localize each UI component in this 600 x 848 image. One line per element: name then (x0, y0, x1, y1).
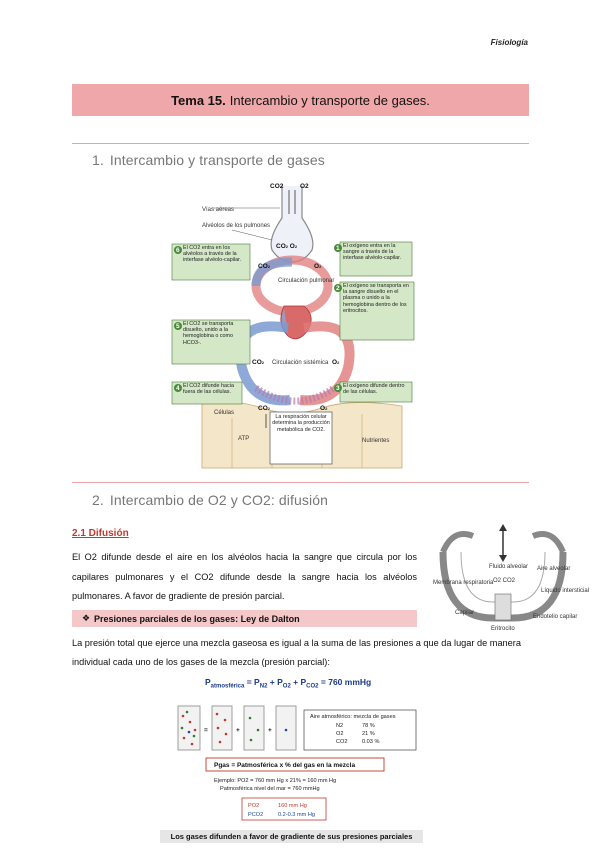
note-4: 4 El CO2 difunde hacia fuera de las células. (172, 382, 242, 404)
o2-pulmonary: O2 (314, 263, 322, 270)
header-subject-tag: Fisiología (490, 38, 528, 47)
section-title-text-2: Intercambio de O2 y CO2: difusión (109, 492, 328, 508)
gas-exchange-diagram (172, 178, 444, 468)
svg-text:0.03 %: 0.03 % (362, 739, 380, 745)
note-6: 6 El CO2 entra en los alvéolos a través de la interfase alvéolo-capilar. (172, 244, 250, 280)
alveolus-diagram (433, 522, 590, 634)
paragraph-dalton: La presión total que ejerce una mezcla gaseosa es igual a la suma de las presiones a que da lugar de manera individual cada uno de los gases de la mezcla (presión parcial): (72, 638, 521, 667)
gas-jar-o2-icon (244, 706, 264, 750)
svg-text:CO2: CO2 (336, 739, 348, 745)
alveoli-label: Alvéolos de los pulmones (202, 223, 271, 229)
membrane-label: Membrana respiratoria (433, 580, 494, 586)
gas-jar-n2-icon (212, 706, 232, 750)
paragraph-diffusion: El O2 difunde desde el aire en los alvéolos hacia la sangre que circula por los capilares pulmonares y el CO2 difunde desde la sangre hacia los alvéolos pulmonares. A favor de gradiente de presión parcial. (72, 552, 417, 601)
pco2-value: 0.2-0.3 mm Hg (278, 812, 315, 818)
section-title-2 (92, 492, 328, 508)
note-2: 2 El oxígeno se transporta en la sangre disuelto en el plasma o unido a la hemoglobina dentro de los eritrocitos. (334, 282, 414, 340)
example-line-1: Ejemplo: PO2 = 760 mm Hg x 21% = 160 mm Hg (214, 778, 337, 784)
atp-label: ATP (238, 436, 250, 442)
svg-text:N2: N2 (336, 723, 344, 729)
erythrocyte-label: Eritrocito (491, 626, 515, 632)
title-prefix: Tema 15. (171, 92, 226, 108)
diamond-bullet-icon: ❖ (82, 613, 91, 623)
dalton-law-text: Presiones parciales de los gases: Ley de Dalton (94, 613, 300, 624)
svg-text:Aire atmosférico: mezcla de ga: Aire atmosférico: mezcla de gases (310, 714, 396, 720)
section-number-2: 2. (92, 492, 104, 508)
airways-label: Vías aéreas (202, 207, 235, 213)
svg-text:4: 4 (176, 385, 180, 392)
note-5: 5 El CO2 se transporta disuelto, unido a la hemoglobina o como HCO3-. (172, 320, 250, 364)
o2-cells: O2 (320, 405, 328, 412)
svg-text:3: 3 (336, 385, 340, 392)
interstitial-label: Líquido intersticial (541, 588, 590, 594)
po2-label: PO2 (248, 803, 260, 809)
nutrients-label: Nutrientes (362, 438, 390, 444)
svg-text:2: 2 (336, 285, 340, 292)
co2-cells: CO2 (258, 405, 270, 412)
atmospheric-gas-table (304, 710, 416, 750)
pulmonary-circ-label: Circulación pulmonar (278, 278, 335, 284)
endothelium-label: Endotelio capilar (533, 614, 578, 620)
section-rule-2 (72, 482, 529, 483)
title-text: Intercambio y transporte de gases. (229, 92, 430, 108)
svg-text:6: 6 (176, 247, 180, 254)
svg-text:5: 5 (176, 323, 180, 330)
note-1: 1 El oxígeno entra en la sangre a través de la interfase alvéolo-capilar. (334, 242, 412, 276)
figure-caption: Los gases difunden a favor de gradiente de sus presiones parciales (160, 830, 423, 843)
alveolar-air-label: Aire alveolar (537, 566, 571, 572)
systemic-circ-label: Circulación sistémica (272, 360, 329, 366)
co2-top-label: CO2 (270, 183, 284, 190)
svg-text:1: 1 (336, 245, 340, 252)
co2-systemic: CO2 (252, 359, 264, 366)
o2-co2-label: O2 CO2 (493, 578, 516, 584)
page-title (72, 84, 529, 116)
note-3: 3 El oxígeno difunde dentro de las células. (334, 382, 412, 402)
o2-top-label: O2 (300, 183, 309, 190)
alveolar-fluid-label: Fluido alveolar (489, 564, 529, 570)
svg-text:78 %: 78 % (362, 723, 375, 729)
svg-text:21 %: 21 % (362, 731, 375, 737)
section-number-1: 1. (92, 152, 104, 168)
section-rule-1 (72, 143, 529, 144)
pco2-label: PCO2 (248, 812, 264, 818)
co2-alveoli: CO2 O2 (276, 243, 298, 250)
o2-systemic: O2 (332, 359, 340, 366)
section-title-1 (92, 152, 325, 168)
gas-jar-mix-icon (178, 706, 200, 750)
svg-text:=: = (204, 727, 208, 734)
dalton-formula: $P_{atmosférica} = P_{N2} + P_{O2} + P_{CO2} = 760$ mmHg (205, 677, 372, 690)
gas-jar-co2-icon (276, 706, 296, 750)
svg-text:+: + (236, 727, 240, 734)
cells-label: Células (214, 410, 235, 416)
subsection-title: 2.1 Difusión (72, 528, 129, 539)
dalton-law-bullet (72, 610, 417, 627)
svg-text:O2: O2 (336, 731, 344, 737)
example-line-2: Patmosférica nivel del mar = 760 mmHg (220, 786, 320, 792)
co2-pulmonary: CO2 (258, 263, 270, 270)
partial-pressure-figure (170, 696, 430, 826)
capillary-label: Capilar (455, 610, 475, 616)
cellular-respiration-box: La respiración celular determina la producción metabólica de CO2. (272, 414, 330, 433)
po2-value: 160 mm Hg (278, 803, 307, 809)
section-title-text-1: Intercambio y transporte de gases (109, 152, 325, 168)
svg-text:+: + (268, 727, 272, 734)
pgas-formula: Pgas = Patmosférica x % del gas en la mezcla (214, 762, 356, 769)
